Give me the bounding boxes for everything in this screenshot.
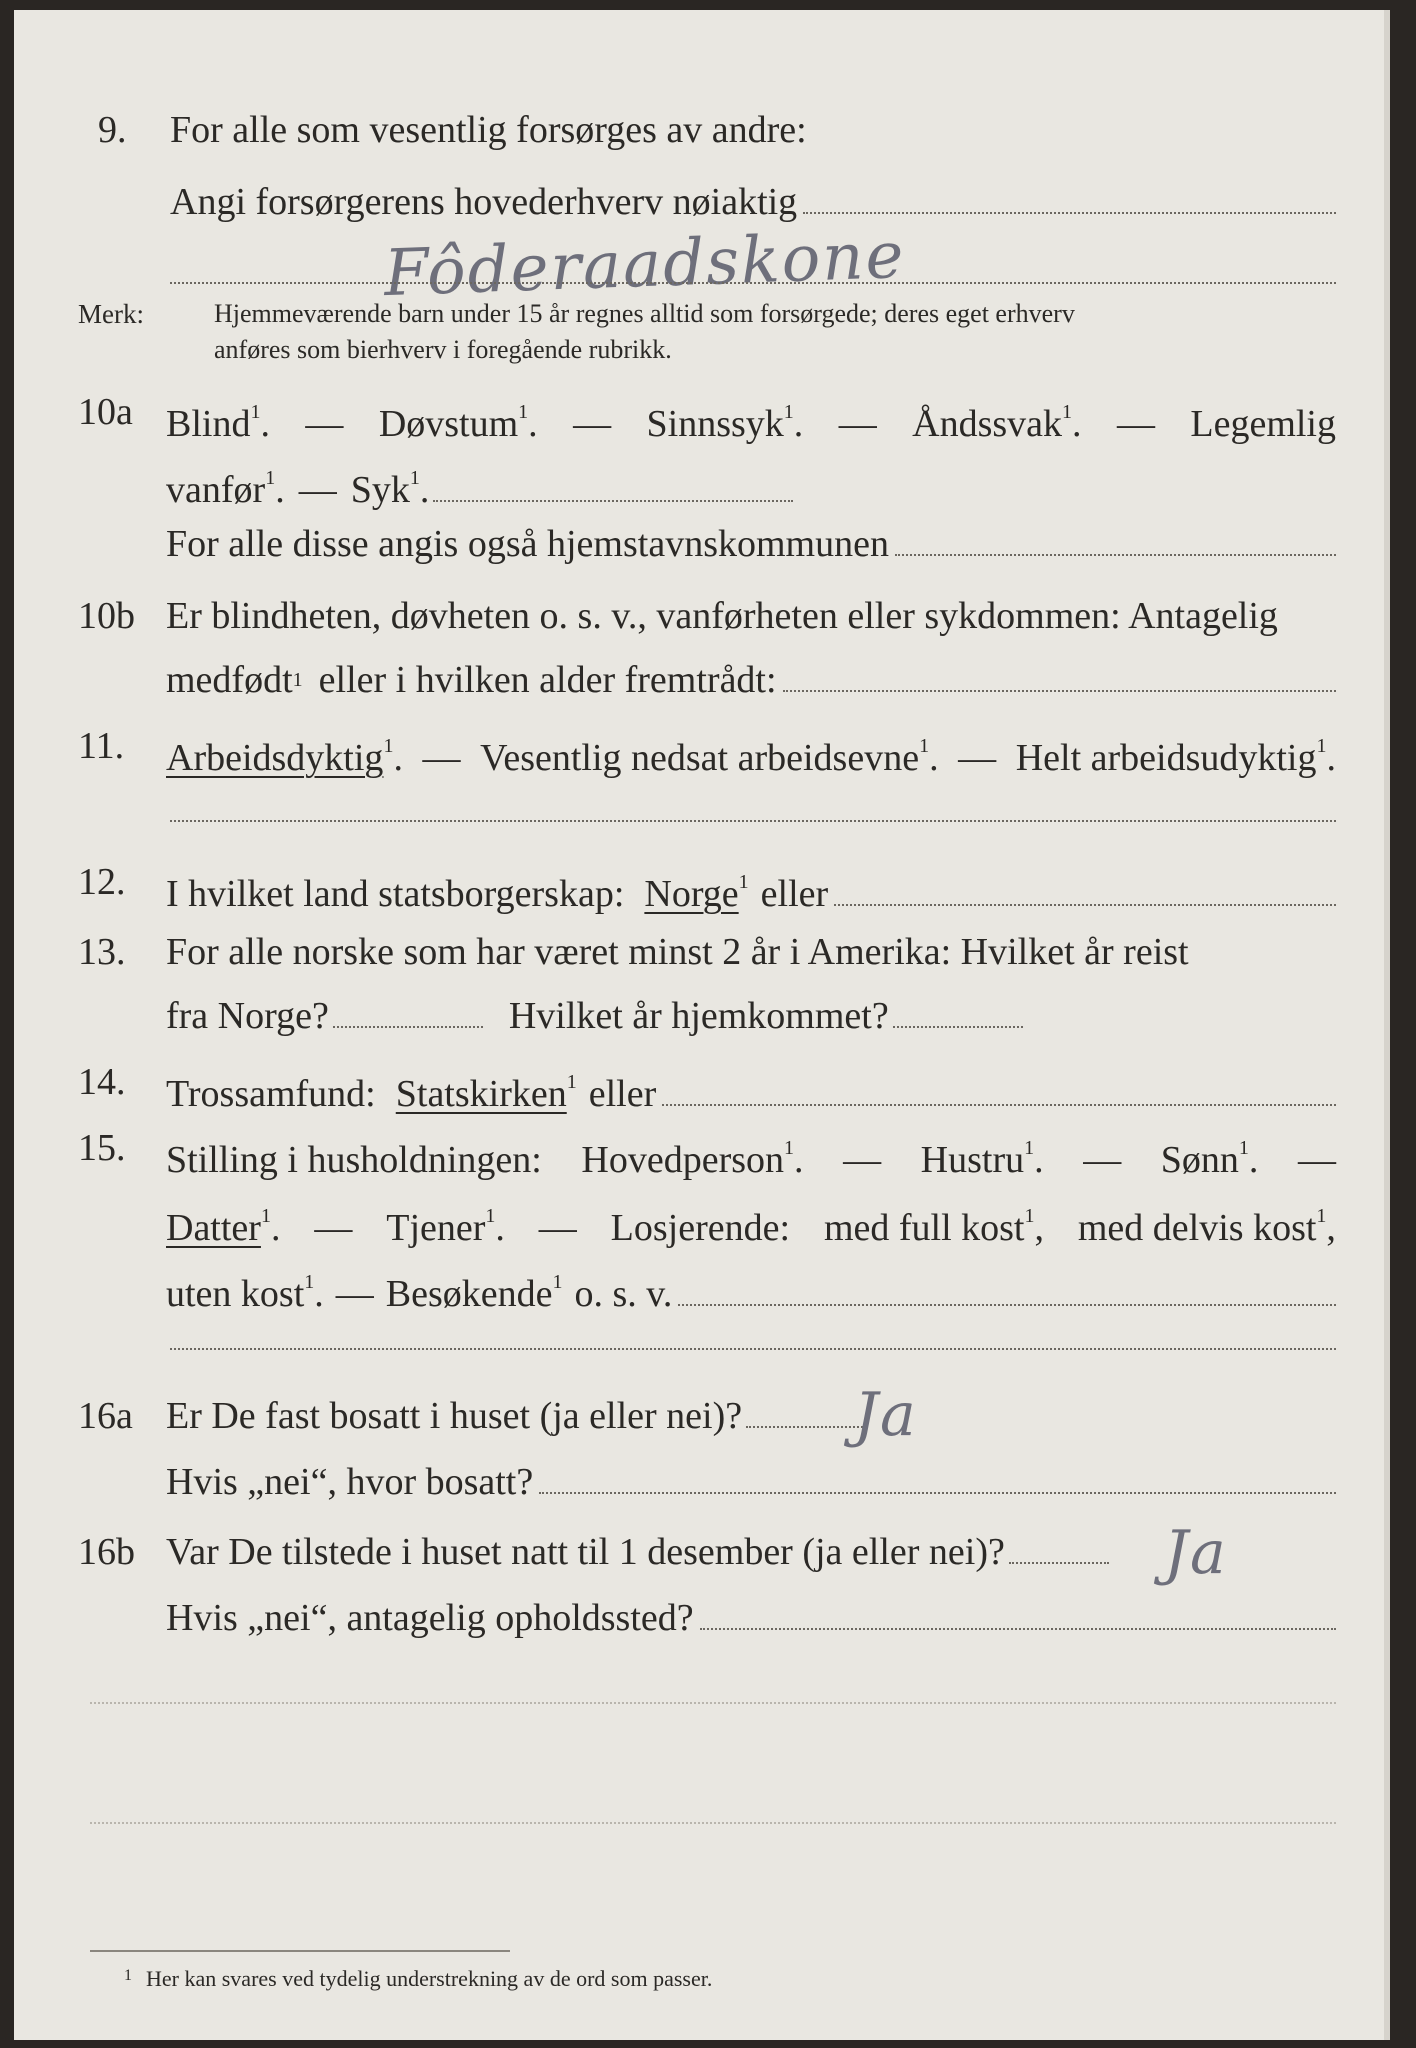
- separator-dash: —: [958, 737, 997, 779]
- option-losjerende[interactable]: Losjerende:: [610, 1207, 791, 1249]
- footnote-mark: 1: [1062, 401, 1073, 423]
- option-legemlig[interactable]: Legemlig: [1190, 403, 1336, 445]
- q16a-label: Er De fast bosatt i huset (ja eller nei)?: [166, 1395, 743, 1437]
- option-andssvak[interactable]: Åndssvak: [912, 403, 1063, 445]
- q16b-label: Var De tilstede i huset natt til 1 desember (ja eller nei)?: [166, 1531, 1005, 1573]
- separator-dash: —: [538, 1207, 577, 1249]
- q10a-syk-answer-line[interactable]: [433, 500, 793, 502]
- footnote-mark: 1: [783, 401, 794, 423]
- footnote-mark: 1: [738, 871, 749, 893]
- q10b-text: Er blindheten, døvheten o. s. v., vanførheten eller sykdommen: Antagelig: [166, 595, 1278, 637]
- separator-dash: —: [1083, 1139, 1122, 1181]
- q9-number: 9.: [98, 109, 127, 151]
- option-arbeidsdyktig[interactable]: Arbeidsdyktig: [166, 737, 384, 779]
- merk-label: Merk:: [78, 299, 144, 329]
- q10a-hometown-line[interactable]: [895, 554, 1336, 556]
- q13-left-label: fra Norge?: [166, 995, 329, 1037]
- q9-handwritten-answer: Fôderaadskone: [382, 218, 907, 312]
- footnote-mark: 1: [304, 1271, 315, 1293]
- q15-label: Stilling i husholdningen:: [166, 1139, 542, 1181]
- separator-dash: —: [573, 403, 612, 445]
- census-form-page: 9. For alle som vesentlig forsørges av andre: Angi forsørgerens hovederhverv nøiaktig Fôderaadskone Merk: Hjemmeværende barn under 15 år regnes alltid som forsørgede; deres eget erhverv anføres som bierhverv i foregående rubrikk. 10a Blind$^1$. — Døvstum$^1$. — Sinnssyk$^1$. — Åndssvak$^1$. — Legemlig vanfør$^1$. — Syk$^1$. For alle disse angis også hjemstavnskommunen 10b Er blindheten, døvheten o. s. v., vanførheten eller sykdommen: Antagelig medfødt 1 eller i hvilken alder fremtrådt: 11. Arbeidsdyktig$^1$. — Vesentlig nedsat arbeidsevne$^1$. — Helt arbeidsudyktig$^1$. 12. I hvilket land statsborgerskap: Norge$^1$ eller 13. For alle norske som har været minst 2 år i Amerika: Hvilket år reist fra Norge? Hvilket år hjemkommet? 14. Trossamfund: Statskirken$^1$ eller 15. Stilling i husholdningen: Hovedperson$^1$. — Hustru$^1$. — Sønn$^1$. — Datter$^1$. — Tjener$^1$. — Losjerende: med full kost$^1$, med delvis kost$^1$, uten kost$^1$. — Besøkende$^1$ o. s. v. 16a Er De fast bosatt i huset (ja eller nei)? Ja Hvis „nei“, hvor bosatt? 16b Var De tilstede i huset natt til 1 desember (ja eller nei)? Ja Hvis „nei“, antagelig opholdssted? $^1$ Her kan svares ved tydelig understrekning av de ord som passer.: [14, 10, 1390, 2040]
- option-delvis-kost[interactable]: med delvis kost: [1077, 1207, 1317, 1249]
- q16a-handwritten-answer: Ja: [854, 1380, 918, 1450]
- q10b-number: 10b: [78, 595, 135, 637]
- q13-return-label: Hvilket år hjemkommet?: [508, 995, 889, 1037]
- footnote-mark: 1: [1024, 1137, 1035, 1159]
- footnote-mark: 1: [919, 735, 930, 757]
- blank-line-1: [90, 1702, 1336, 1704]
- footnote-number: 1: [124, 1967, 132, 1984]
- merk-line2: anføres som bierhverv i foregående rubrikk.: [214, 335, 672, 364]
- q10a-number: 10a: [78, 391, 133, 433]
- q16b-handwritten-answer: Ja: [1164, 1518, 1228, 1588]
- footnote-mark: 1: [485, 1205, 496, 1227]
- footnote: [124, 1966, 712, 1992]
- q10b-age-label: eller i hvilken alder fremtrådt:: [318, 659, 777, 701]
- footnote-mark: 1: [1316, 735, 1327, 757]
- footnote-mark: 1: [265, 467, 276, 489]
- q13-number: 13.: [78, 931, 126, 973]
- separator-dash: —: [1298, 1139, 1336, 1181]
- option-besokende[interactable]: Besøkende: [385, 1273, 553, 1315]
- footnote-mark: 1: [552, 1271, 563, 1293]
- option-datter[interactable]: Datter: [166, 1207, 261, 1249]
- separator-dash: —: [335, 1273, 374, 1315]
- q16a-residence-line[interactable]: [539, 1492, 1336, 1494]
- option-full-kost[interactable]: med full kost: [823, 1207, 1025, 1249]
- q9-answer-line-2[interactable]: [170, 282, 1336, 284]
- q12-label: I hvilket land statsborgerskap:: [166, 873, 625, 915]
- separator-dash: —: [1116, 403, 1155, 445]
- q13-return-answer-line[interactable]: [893, 1026, 1023, 1028]
- footnote-mark: 1: [292, 669, 303, 691]
- footnote-rule: [90, 1950, 510, 1952]
- footnote-mark: 1: [250, 401, 261, 423]
- footnote-mark: 1: [1024, 1205, 1035, 1227]
- q9-text: For alle som vesentlig forsørges av andre:: [170, 109, 807, 151]
- q9-answer-line[interactable]: [803, 212, 1336, 214]
- option-sonn[interactable]: Sønn: [1160, 1139, 1239, 1181]
- footnote-mark: 1: [566, 1071, 577, 1093]
- option-syk[interactable]: Syk: [350, 469, 410, 511]
- separator-dash: —: [422, 737, 461, 779]
- q10a-hometown-label: For alle disse angis også hjemstavnskommunen: [166, 523, 889, 565]
- footnote-text: Her kan svares ved tydelig understrekning av de ord som passer.: [146, 1966, 713, 1991]
- q10b-answer-line[interactable]: [783, 690, 1336, 692]
- q14-answer-line[interactable]: [662, 1104, 1336, 1106]
- option-dovstum[interactable]: Døvstum: [378, 403, 519, 445]
- q14-eller: eller: [588, 1073, 657, 1115]
- footnote-mark: 1: [1238, 1137, 1249, 1159]
- option-hustru[interactable]: Hustru: [920, 1139, 1025, 1181]
- footnote-mark: 1: [518, 401, 529, 423]
- q12-eller: eller: [760, 873, 829, 915]
- option-nedsat-arbeidsevne[interactable]: Vesentlig nedsat arbeidsevne: [480, 737, 920, 779]
- option-hovedperson[interactable]: Hovedperson: [581, 1139, 785, 1181]
- q9-provider-label: Angi forsørgerens hovederhverv nøiaktig: [170, 181, 798, 223]
- option-arbeidsudyktig[interactable]: Helt arbeidsudyktig: [1015, 737, 1317, 779]
- separator-dash: —: [305, 403, 344, 445]
- footnote-mark: 1: [784, 1137, 795, 1159]
- blank-line-2: [90, 1822, 1336, 1824]
- q15-osv: o. s. v.: [574, 1273, 673, 1315]
- option-sinnssyk[interactable]: Sinnssyk: [646, 403, 784, 445]
- q16a-residence-label: Hvis „nei“, hvor bosatt?: [166, 1461, 534, 1503]
- separator-dash: —: [314, 1207, 353, 1249]
- q16b-whereabouts-label: Hvis „nei“, antagelig opholdssted?: [166, 1597, 694, 1639]
- q15-answer-line-2[interactable]: [170, 1348, 1336, 1350]
- option-medfodt[interactable]: medfødt: [166, 659, 293, 701]
- option-tjener[interactable]: Tjener: [386, 1207, 486, 1249]
- option-norge[interactable]: Norge: [644, 873, 739, 915]
- q11-number: 11.: [78, 725, 125, 767]
- q15-answer-line[interactable]: [678, 1304, 1336, 1306]
- q16a-number: 16a: [78, 1395, 133, 1437]
- option-blind[interactable]: Blind: [166, 403, 251, 445]
- q13-text: For alle norske som har været minst 2 år i Amerika: Hvilket år reist: [166, 931, 1189, 973]
- footnote-mark: 1: [383, 735, 394, 757]
- q16b-answer-line[interactable]: [1009, 1562, 1109, 1564]
- option-vanfor[interactable]: vanfør: [166, 469, 266, 511]
- footnote-mark: 1: [1316, 1205, 1327, 1227]
- q12-number: 12.: [78, 861, 126, 903]
- q13-left-answer-line[interactable]: [333, 1026, 483, 1028]
- separator-dash: —: [298, 469, 337, 511]
- q14-number: 14.: [78, 1061, 126, 1103]
- q12-answer-line[interactable]: [834, 904, 1336, 906]
- option-statskirken[interactable]: Statskirken: [395, 1073, 567, 1115]
- option-uten-kost[interactable]: uten kost: [166, 1273, 305, 1315]
- footnote-mark: 1: [409, 467, 420, 489]
- merk-line1: Hjemmeværende barn under 15 år regnes alltid som forsørgede; deres eget erhverv: [214, 299, 1075, 328]
- q16b-number: 16b: [78, 1531, 135, 1573]
- q14-label: Trossamfund:: [166, 1073, 376, 1115]
- footnote-mark: 1: [260, 1205, 271, 1227]
- separator-dash: —: [838, 403, 877, 445]
- q15-number: 15.: [78, 1127, 126, 1169]
- q11-answer-line[interactable]: [170, 820, 1336, 822]
- q16b-whereabouts-line[interactable]: [700, 1628, 1336, 1630]
- separator-dash: —: [843, 1139, 882, 1181]
- q16a-answer-line[interactable]: [746, 1426, 866, 1428]
